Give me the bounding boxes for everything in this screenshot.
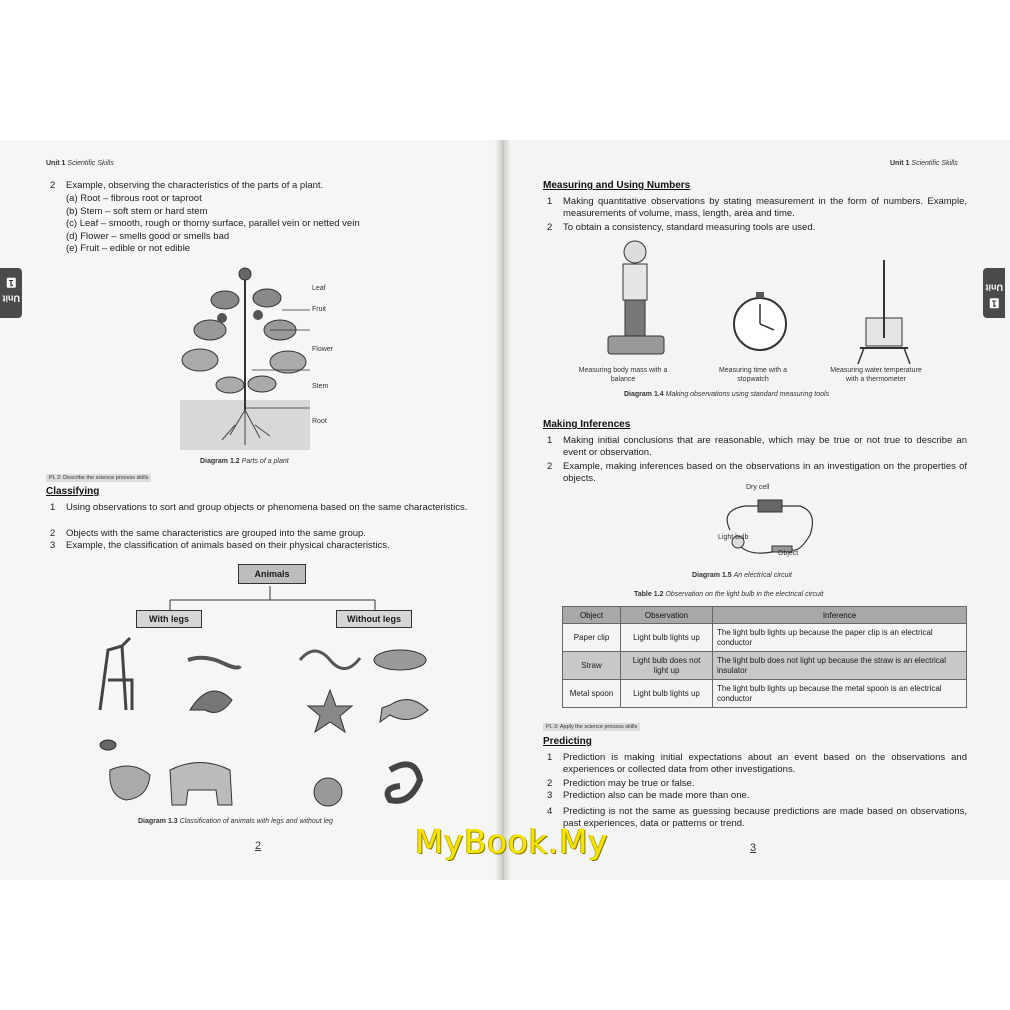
table-row bbox=[563, 624, 967, 652]
leaf-drawing bbox=[216, 377, 244, 393]
left-page-number: 2 bbox=[255, 840, 262, 852]
plant-label-flower: Flower bbox=[312, 346, 334, 353]
table-row bbox=[563, 652, 967, 680]
dugong-drawing bbox=[374, 650, 426, 670]
bee-drawing bbox=[100, 740, 116, 750]
right-unit-tab-label: Unit bbox=[985, 282, 1003, 293]
table-header-row bbox=[563, 607, 967, 624]
goldfish-drawing bbox=[380, 700, 428, 722]
dry-cell-drawing bbox=[758, 500, 782, 512]
classifying-text: Objects with the same characteristics are grouped into the same group. bbox=[66, 528, 366, 539]
circuit-label-object: Object bbox=[778, 550, 799, 557]
table-1-2-title: Observation on the light bulb in the electrical circuit bbox=[665, 591, 824, 598]
stopwatch-drawing bbox=[756, 292, 764, 298]
diagram-1-4-label: Diagram 1.4 bbox=[624, 391, 664, 398]
plant-label-stem: Stem bbox=[312, 383, 329, 390]
predicting-text: Prediction also can be made more than one. bbox=[563, 790, 750, 801]
inference-num: 2 bbox=[547, 461, 553, 472]
right-running-head-unit: Unit 1 bbox=[890, 160, 910, 167]
table-cell: Straw bbox=[563, 652, 621, 680]
table-row bbox=[563, 680, 967, 708]
electrical-circuit-illustration bbox=[700, 490, 820, 570]
predicting-item bbox=[547, 790, 967, 802]
diagram-1-5-title: An electrical circuit bbox=[733, 572, 792, 579]
table-cell: The light bulb lights up because the metal spoon is an electrical conductor bbox=[713, 680, 967, 708]
table-1-2-caption bbox=[634, 591, 823, 598]
plant-part-fruit: (e) Fruit – edible or not edible bbox=[66, 243, 191, 254]
inference-item bbox=[547, 461, 967, 485]
diagram-1-2-caption bbox=[200, 458, 289, 465]
book-gutter bbox=[495, 140, 511, 880]
left-running-head-title: Scientific Skills bbox=[67, 160, 114, 167]
table-cell: Light bulb lights up bbox=[621, 680, 713, 708]
classifying-text: Using observations to sort and group objects or phenomena based on the same characteristics. bbox=[66, 502, 468, 513]
left-running-head-unit: Unit 1 bbox=[46, 160, 66, 167]
heading-classifying: Classifying bbox=[46, 486, 100, 497]
classifying-num: 3 bbox=[50, 540, 56, 551]
table-cell: The light bulb lights up because the paper clip is an electrical conductor bbox=[713, 624, 967, 652]
classifying-text: Example, the classification of animals based on their physical characteristics. bbox=[66, 540, 390, 551]
heading-measuring: Measuring and Using Numbers bbox=[543, 180, 691, 191]
predicting-item bbox=[547, 778, 967, 790]
right-running-head-title: Scientific Skills bbox=[911, 160, 958, 167]
plant-part-flower: (d) Flower – smells good or smells bad bbox=[66, 230, 230, 242]
predicting-num: 3 bbox=[547, 790, 553, 801]
flower-drawing bbox=[239, 268, 251, 280]
leaf-drawing bbox=[248, 376, 276, 392]
plant-label-leaf: Leaf bbox=[312, 285, 326, 292]
diagram-1-2-label: Diagram 1.2 bbox=[200, 458, 240, 465]
tripod-drawing bbox=[904, 348, 910, 364]
diagram-1-5-caption bbox=[692, 572, 792, 579]
predicting-text: Predicting is not the same as guessing because predictions are made based on observations, past experiences, data or patterns or trend. bbox=[563, 806, 967, 829]
heading-predicting: Predicting bbox=[543, 736, 592, 747]
heading-inferences: Making Inferences bbox=[543, 419, 631, 430]
observation-table bbox=[562, 606, 967, 708]
plant-part-leaf: (c) Leaf – smooth, rough or thorny surface, parallel vein or netted vein bbox=[66, 218, 360, 229]
plant-intro-num: 2 bbox=[50, 180, 56, 191]
plant-intro-item bbox=[50, 180, 470, 192]
diagram-1-2-title: Parts of a plant bbox=[241, 458, 289, 465]
boy-drawing bbox=[624, 241, 646, 263]
measuring-text: Making quantitative observations by stating measurement in the form of numbers. Example, measurements of volume, mass, length, area and time. bbox=[563, 196, 967, 219]
leaf-drawing bbox=[194, 320, 226, 340]
table-cell: The light bulb does not light up because the straw is an electrical insulator bbox=[713, 652, 967, 680]
left-unit-tab bbox=[0, 268, 22, 318]
circuit-label-cell: Dry cell bbox=[746, 484, 770, 491]
starfish-drawing bbox=[308, 690, 352, 732]
leaf-drawing bbox=[211, 291, 239, 309]
measuring-tools-illustration bbox=[590, 238, 930, 366]
plant-label-fruit: Fruit bbox=[312, 306, 326, 313]
predicting-text: Prediction is making initial expectations about an event based on the observations and experiences or collected data from other investigations. bbox=[563, 752, 967, 775]
plant-part-root: (a) Root – fibrous root or taproot bbox=[66, 193, 202, 204]
worm-drawing bbox=[300, 651, 360, 669]
plant-illustration bbox=[170, 260, 320, 452]
leaf-drawing bbox=[182, 349, 218, 371]
right-page-number: 3 bbox=[750, 842, 757, 854]
right-unit-tab bbox=[983, 268, 1005, 318]
plant-part-stem: (b) Stem – soft stem or hard stem bbox=[66, 205, 208, 217]
snail-drawing bbox=[314, 778, 342, 806]
left-unit-tab-label: Unit bbox=[2, 293, 20, 304]
diagram-1-3-title: Classification of animals with legs and without leg bbox=[179, 818, 333, 825]
table-cell: Light bulb lights up bbox=[621, 624, 713, 652]
tripod-drawing bbox=[858, 348, 864, 364]
plant-label-root: Root bbox=[312, 418, 327, 425]
tree-node-animals: Animals bbox=[238, 564, 306, 584]
table-header-cell: Observation bbox=[621, 607, 713, 624]
plant-intro-text: Example, observing the characteristics of the parts of a plant. bbox=[66, 180, 324, 191]
classifying-num: 2 bbox=[50, 528, 56, 539]
diagram-1-4-title: Making observations using standard measuring tools bbox=[665, 391, 830, 398]
classifying-item bbox=[50, 528, 470, 540]
fruit-drawing bbox=[217, 313, 227, 323]
predicting-num: 4 bbox=[547, 806, 553, 817]
pl3-tag: PL 3: Apply the science process skills bbox=[543, 723, 640, 731]
diagram-1-3-label: Diagram 1.3 bbox=[138, 818, 178, 825]
table-cell: Paper clip bbox=[563, 624, 621, 652]
table-cell: Light bulb does not light up bbox=[621, 652, 713, 680]
left-unit-tab-number: 1 bbox=[8, 278, 14, 289]
inference-item bbox=[547, 435, 967, 459]
table-1-2-label: Table 1.2 bbox=[634, 591, 664, 598]
balance-drawing bbox=[608, 336, 664, 354]
animal-classification-tree bbox=[60, 560, 460, 830]
measuring-num: 1 bbox=[547, 196, 553, 207]
left-running-head bbox=[46, 160, 114, 167]
predicting-item bbox=[547, 752, 967, 776]
classifying-item bbox=[50, 502, 470, 514]
mybook-watermark: MyBook.My bbox=[415, 822, 609, 861]
inference-num: 1 bbox=[547, 435, 553, 446]
measuring-item bbox=[547, 222, 967, 234]
predicting-num: 1 bbox=[547, 752, 553, 763]
table-cell: Metal spoon bbox=[563, 680, 621, 708]
snake-drawing bbox=[388, 764, 420, 800]
diagram-1-3-caption bbox=[138, 818, 333, 825]
tool-caption-stopwatch: Measuring time with a stopwatch bbox=[718, 367, 788, 383]
classifying-item bbox=[50, 540, 470, 552]
diagram-1-4-caption bbox=[624, 391, 829, 398]
predicting-text: Prediction may be true or false. bbox=[563, 778, 695, 789]
elephant-drawing bbox=[170, 763, 232, 806]
eagle-drawing bbox=[190, 691, 232, 712]
table-header-cell: Inference bbox=[713, 607, 967, 624]
tree-node-without-legs: Without legs bbox=[336, 610, 412, 628]
inference-text: Example, making inferences based on the observations in an investigation on the properties of objects. bbox=[563, 461, 967, 484]
predicting-item bbox=[547, 806, 967, 830]
right-running-head bbox=[890, 160, 958, 167]
pl2-tag: PL 2: Describe the science process skills bbox=[46, 474, 151, 482]
lizard-drawing bbox=[188, 658, 240, 668]
tree-node-with-legs: With legs bbox=[136, 610, 202, 628]
classifying-num: 1 bbox=[50, 502, 56, 513]
diagram-1-5-label: Diagram 1.5 bbox=[692, 572, 732, 579]
inference-text: Making initial conclusions that are reasonable, which may be true or not true to describe an event or observation. bbox=[563, 435, 967, 458]
giraffe-drawing bbox=[100, 638, 132, 710]
chicken-drawing bbox=[110, 766, 150, 800]
fruit-drawing bbox=[253, 310, 263, 320]
measuring-item bbox=[547, 196, 967, 220]
table-header-cell: Object bbox=[563, 607, 621, 624]
boy-drawing bbox=[625, 300, 645, 336]
boy-drawing bbox=[623, 264, 647, 300]
predicting-num: 2 bbox=[547, 778, 553, 789]
measuring-num: 2 bbox=[547, 222, 553, 233]
circuit-label-bulb: Light bulb bbox=[718, 534, 749, 541]
right-unit-tab-number: 1 bbox=[991, 297, 997, 308]
leaf-drawing bbox=[253, 289, 281, 307]
tool-caption-thermometer: Measuring water temperature with a thermometer bbox=[830, 367, 922, 383]
measuring-text: To obtain a consistency, standard measuring tools are used. bbox=[563, 222, 816, 233]
tool-caption-balance: Measuring body mass with a balance bbox=[578, 367, 668, 383]
